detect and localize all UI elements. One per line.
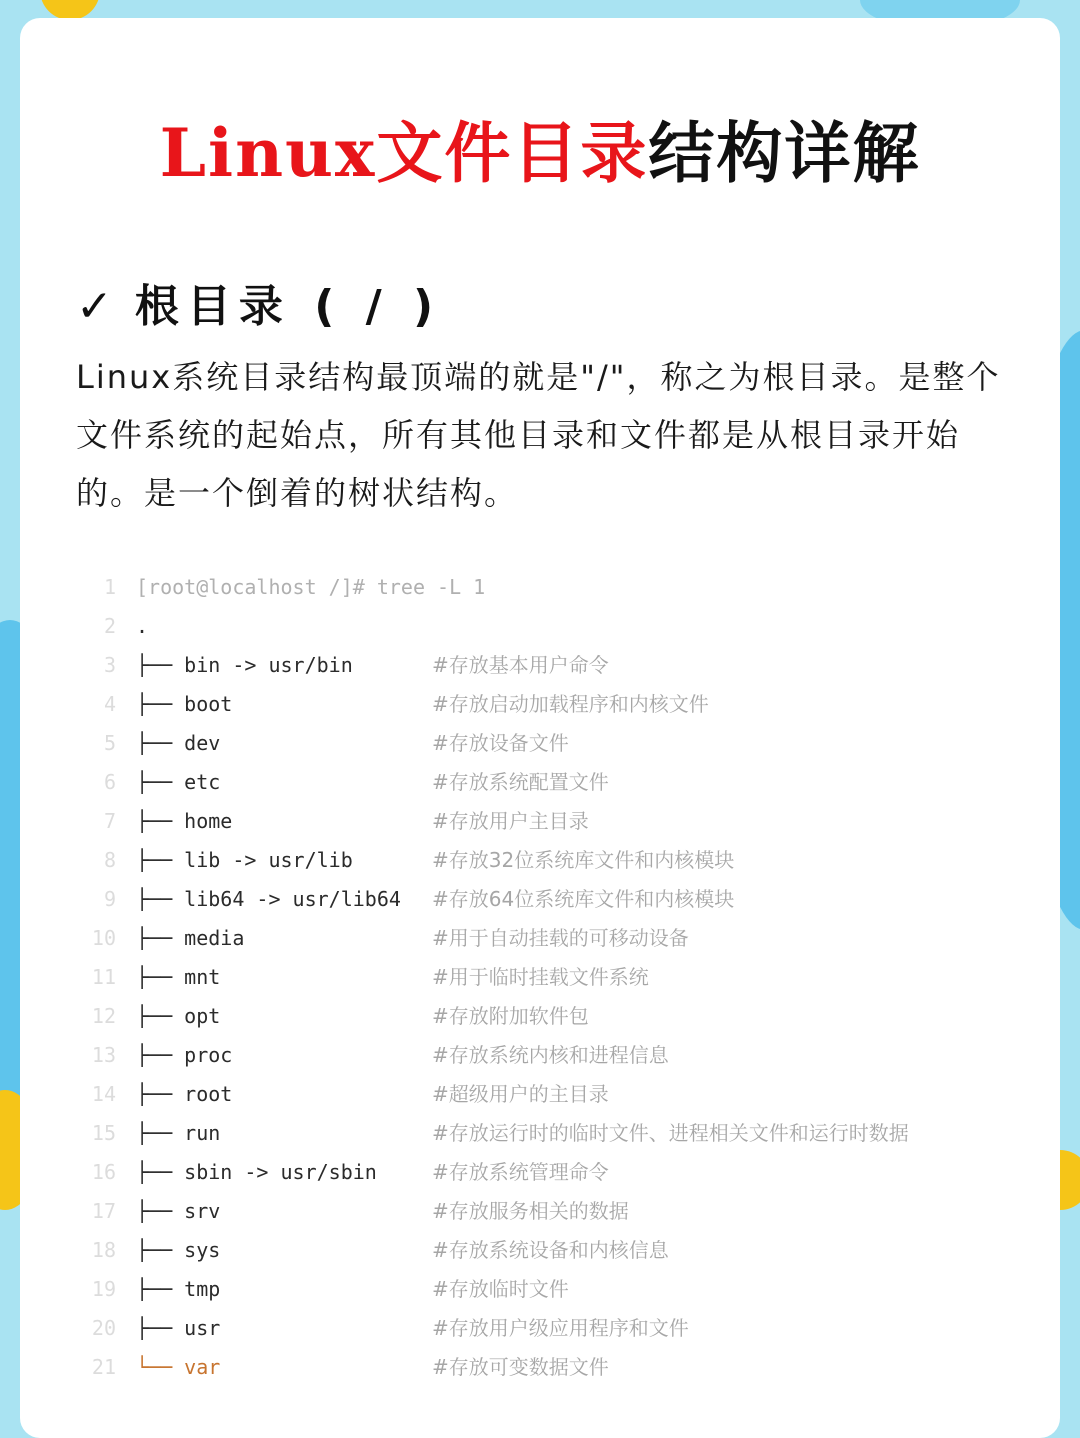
tree-entry-comment: #存放设备文件: [432, 731, 569, 755]
line-number: 8: [103, 848, 116, 872]
code-line: [80, 1309, 1040, 1348]
content-card: [20, 18, 1060, 1438]
code-line: [80, 1036, 1040, 1075]
code-line: [80, 997, 1040, 1036]
code-line: [80, 919, 1040, 958]
code-line: [80, 685, 1040, 724]
tree-entries: [80, 646, 1040, 1348]
section-heading-text: 根目录 ( / ): [134, 281, 442, 332]
tree-entry: ├── boot: [136, 692, 233, 716]
tree-entry: ├── usr: [136, 1316, 221, 1340]
code-line: [80, 763, 1040, 802]
line-number: 21: [91, 1355, 116, 1379]
tree-entry-comment: #用于临时挂载文件系统: [432, 965, 649, 989]
line-number: 7: [103, 809, 116, 833]
tree-entry: ├── media: [136, 926, 245, 950]
line-number: 20: [91, 1316, 116, 1340]
tree-entry: ├── bin -> usr/bin: [136, 653, 353, 677]
section-heading: [76, 270, 441, 334]
tree-entry-comment: #存放32位系统库文件和内核模块: [432, 848, 735, 872]
tree-entry-comment: #存放服务相关的数据: [432, 1199, 629, 1223]
tree-entry: ├── root: [136, 1082, 233, 1106]
tree-root-dot: .: [136, 614, 149, 638]
line-number: 16: [91, 1160, 116, 1184]
page-title-black: 结构详解: [648, 114, 921, 192]
tree-entry-comment: #存放基本用户命令: [432, 653, 609, 677]
description-paragraph: Linux系统目录结构最顶端的就是"/"，称之为根目录。是整个文件系统的起始点，所有其他目录和文件都是从根目录开始的。是一个倒着的树状结构。: [76, 358, 1001, 512]
tree-entry: ├── lib64 -> usr/lib64: [136, 887, 401, 911]
tree-entry: ├── opt: [136, 1004, 221, 1028]
line-number: 3: [103, 653, 116, 677]
line-number: 2: [103, 614, 116, 638]
tree-entry-comment: #超级用户的主目录: [432, 1082, 609, 1106]
code-line: [80, 1231, 1040, 1270]
line-number: 5: [103, 731, 116, 755]
line-number: 17: [91, 1199, 116, 1223]
checkmark-icon: ✓: [76, 281, 121, 332]
tree-entry-comment: #用于自动挂载的可移动设备: [432, 926, 689, 950]
tree-entry-comment: #存放启动加载程序和内核文件: [432, 692, 709, 716]
tree-entry-comment: #存放可变数据文件: [432, 1355, 609, 1379]
tree-entry-comment: #存放附加软件包: [432, 1004, 589, 1028]
tree-entry-comment: #存放64位系统库文件和内核模块: [432, 887, 735, 911]
tree-entry: ├── sys: [136, 1238, 221, 1262]
code-line: [80, 1075, 1040, 1114]
code-line: [80, 568, 1040, 607]
code-line: [80, 1192, 1040, 1231]
code-line: [80, 841, 1040, 880]
line-number: 11: [91, 965, 116, 989]
code-line: [80, 958, 1040, 997]
line-number: 6: [103, 770, 116, 794]
tree-entry: ├── mnt: [136, 965, 221, 989]
tree-entry: ├── home: [136, 809, 233, 833]
tree-entry: ├── run: [136, 1121, 221, 1145]
tree-entry-comment: #存放系统配置文件: [432, 770, 609, 794]
code-line: [80, 1153, 1040, 1192]
tree-entry: ├── dev: [136, 731, 221, 755]
page-title-red: Linux文件目录: [159, 114, 649, 192]
tree-entry: ├── srv: [136, 1199, 221, 1223]
tree-entry-comment: #存放用户级应用程序和文件: [432, 1316, 689, 1340]
code-line: [80, 607, 1040, 646]
page-title: [20, 100, 1060, 195]
line-number: 12: [91, 1004, 116, 1028]
line-number: 1: [103, 575, 116, 599]
background-blob: [40, 0, 100, 20]
command-prompt: [root@localhost /]# tree -L 1: [136, 575, 486, 599]
tree-entry: └── var: [136, 1355, 221, 1379]
tree-entry: ├── proc: [136, 1043, 233, 1067]
tree-entry-comment: #存放临时文件: [432, 1277, 569, 1301]
code-line: [80, 1348, 1040, 1387]
tree-entry-comment: #存放系统管理命令: [432, 1160, 609, 1184]
tree-entry: ├── sbin -> usr/sbin: [136, 1160, 377, 1184]
line-number: 18: [91, 1238, 116, 1262]
line-number: 19: [91, 1277, 116, 1301]
line-number: 13: [91, 1043, 116, 1067]
code-line: [80, 646, 1040, 685]
tree-entry-comment: #存放系统设备和内核信息: [432, 1238, 669, 1262]
tree-entry-comment: #存放运行时的临时文件、进程相关文件和运行时数据: [432, 1121, 909, 1145]
line-number: 10: [91, 926, 116, 950]
line-number: 14: [91, 1082, 116, 1106]
line-number: 4: [103, 692, 116, 716]
code-block: [80, 568, 1040, 1387]
tree-entry-comment: #存放系统内核和进程信息: [432, 1043, 669, 1067]
tree-entry: ├── lib -> usr/lib: [136, 848, 353, 872]
line-number: 9: [103, 887, 116, 911]
code-line: [80, 1270, 1040, 1309]
line-number: 15: [91, 1121, 116, 1145]
tree-entry-comment: #存放用户主目录: [432, 809, 589, 833]
code-line: [80, 880, 1040, 919]
code-line: [80, 724, 1040, 763]
tree-entry: ├── tmp: [136, 1277, 221, 1301]
code-line: [80, 802, 1040, 841]
tree-entry: ├── etc: [136, 770, 221, 794]
code-line: [80, 1114, 1040, 1153]
